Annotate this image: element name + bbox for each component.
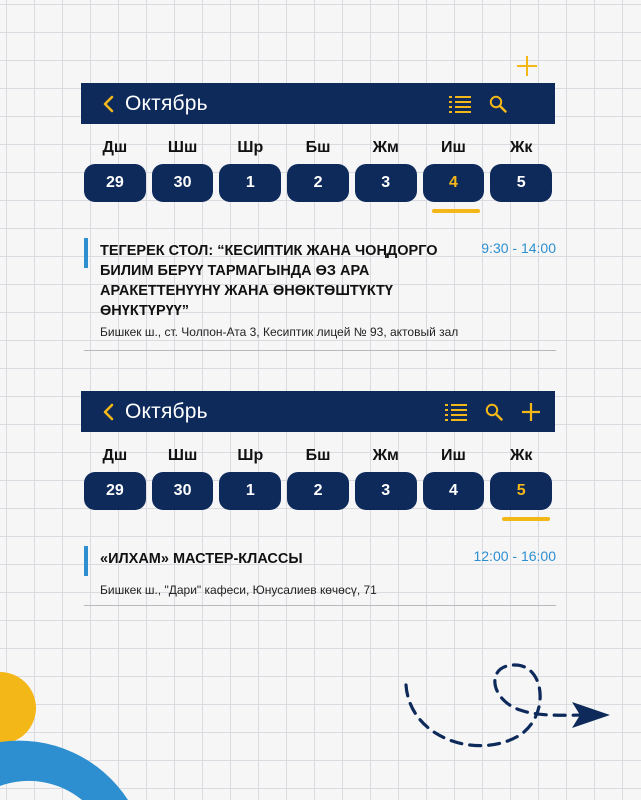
search-icon[interactable] [485, 403, 503, 421]
search-icon[interactable] [489, 95, 507, 113]
date-button[interactable]: 4 [423, 472, 485, 510]
date-button-selected[interactable]: 4 [423, 164, 485, 202]
weekday-label: Шш [167, 447, 198, 464]
plus-icon[interactable] [521, 402, 541, 422]
event-time: 9:30 - 14:00 [481, 240, 556, 256]
date-button[interactable]: 1 [219, 164, 281, 202]
chevron-left-icon[interactable] [101, 405, 115, 419]
event-divider [84, 605, 556, 606]
event-divider [84, 350, 556, 351]
weekday-label: Шр [237, 139, 264, 156]
date-button[interactable]: 29 [84, 164, 146, 202]
event-time: 12:00 - 16:00 [473, 548, 556, 564]
weekday-label: Дш [102, 447, 128, 464]
plus-decoration-icon [515, 54, 539, 78]
date-button[interactable]: 5 [490, 164, 552, 202]
date-button-selected[interactable]: 5 [490, 472, 552, 510]
event-title-line: БИЛИМ БЕРҮҮ ТАРМАГЫНДА ӨЗ АРА [100, 263, 370, 279]
event-accent-line [84, 546, 88, 576]
weekday-label: Жм [372, 447, 399, 464]
weekday-label: Жк [509, 447, 533, 464]
date-button[interactable]: 1 [219, 472, 281, 510]
date-button[interactable]: 29 [84, 472, 146, 510]
dashed-arrow-decoration [400, 655, 630, 765]
weekday-label: Дш [102, 139, 128, 156]
decorative-circles [0, 660, 140, 800]
date-button[interactable]: 3 [355, 164, 417, 202]
weekday-label: Шр [237, 447, 264, 464]
date-row [81, 164, 555, 202]
date-button[interactable]: 3 [355, 472, 417, 510]
event-title-line: ТЕГЕРЕК СТОЛ: “КЕСИПТИК ЖАНА ЧОҢДОРГО [100, 243, 438, 259]
weekday-label: Бш [305, 139, 331, 156]
event-title [100, 241, 470, 321]
calendar-header-bar [81, 391, 555, 432]
date-button[interactable]: 30 [152, 164, 214, 202]
event-title: «ИЛХАМ» МАСТЕР-КЛАССЫ [100, 551, 303, 567]
chevron-left-icon[interactable] [101, 97, 115, 111]
calendar-week-bottom [81, 391, 555, 510]
calendar-week-top [81, 83, 555, 202]
weekday-label: Шш [167, 139, 198, 156]
event-accent-line [84, 238, 88, 268]
event-location: Бишкек ш., "Дари" кафеси, Юнусалиев көчөсү, 71 [100, 583, 377, 597]
date-row [81, 472, 555, 510]
month-title: Октябрь [125, 399, 208, 423]
weekday-label: Иш [441, 139, 466, 156]
list-icon[interactable] [449, 95, 471, 113]
date-button[interactable]: 2 [287, 472, 349, 510]
weekday-label: Жм [372, 139, 399, 156]
month-title: Октябрь [125, 91, 208, 115]
event-title-line: ӨНҮКТҮРҮҮ” [100, 303, 189, 319]
weekday-label: Жк [509, 139, 533, 156]
event-title-line: АРАКЕТТЕНҮҮНҮ ЖАНА ӨНӨКТӨШТҮКТҮ [100, 283, 393, 299]
date-button[interactable]: 2 [287, 164, 349, 202]
event-location: Бишкек ш., ст. Чолпон-Ата 3, Кесиптик лицей № 93, актовый зал [100, 325, 459, 339]
weekday-row [81, 139, 555, 157]
calendar-header-bar [81, 83, 555, 124]
list-icon[interactable] [445, 403, 467, 421]
weekday-label: Бш [305, 447, 331, 464]
weekday-row [81, 447, 555, 465]
selected-date-underline [432, 209, 480, 213]
weekday-label: Иш [441, 447, 466, 464]
date-button[interactable]: 30 [152, 472, 214, 510]
selected-date-underline [502, 517, 550, 521]
